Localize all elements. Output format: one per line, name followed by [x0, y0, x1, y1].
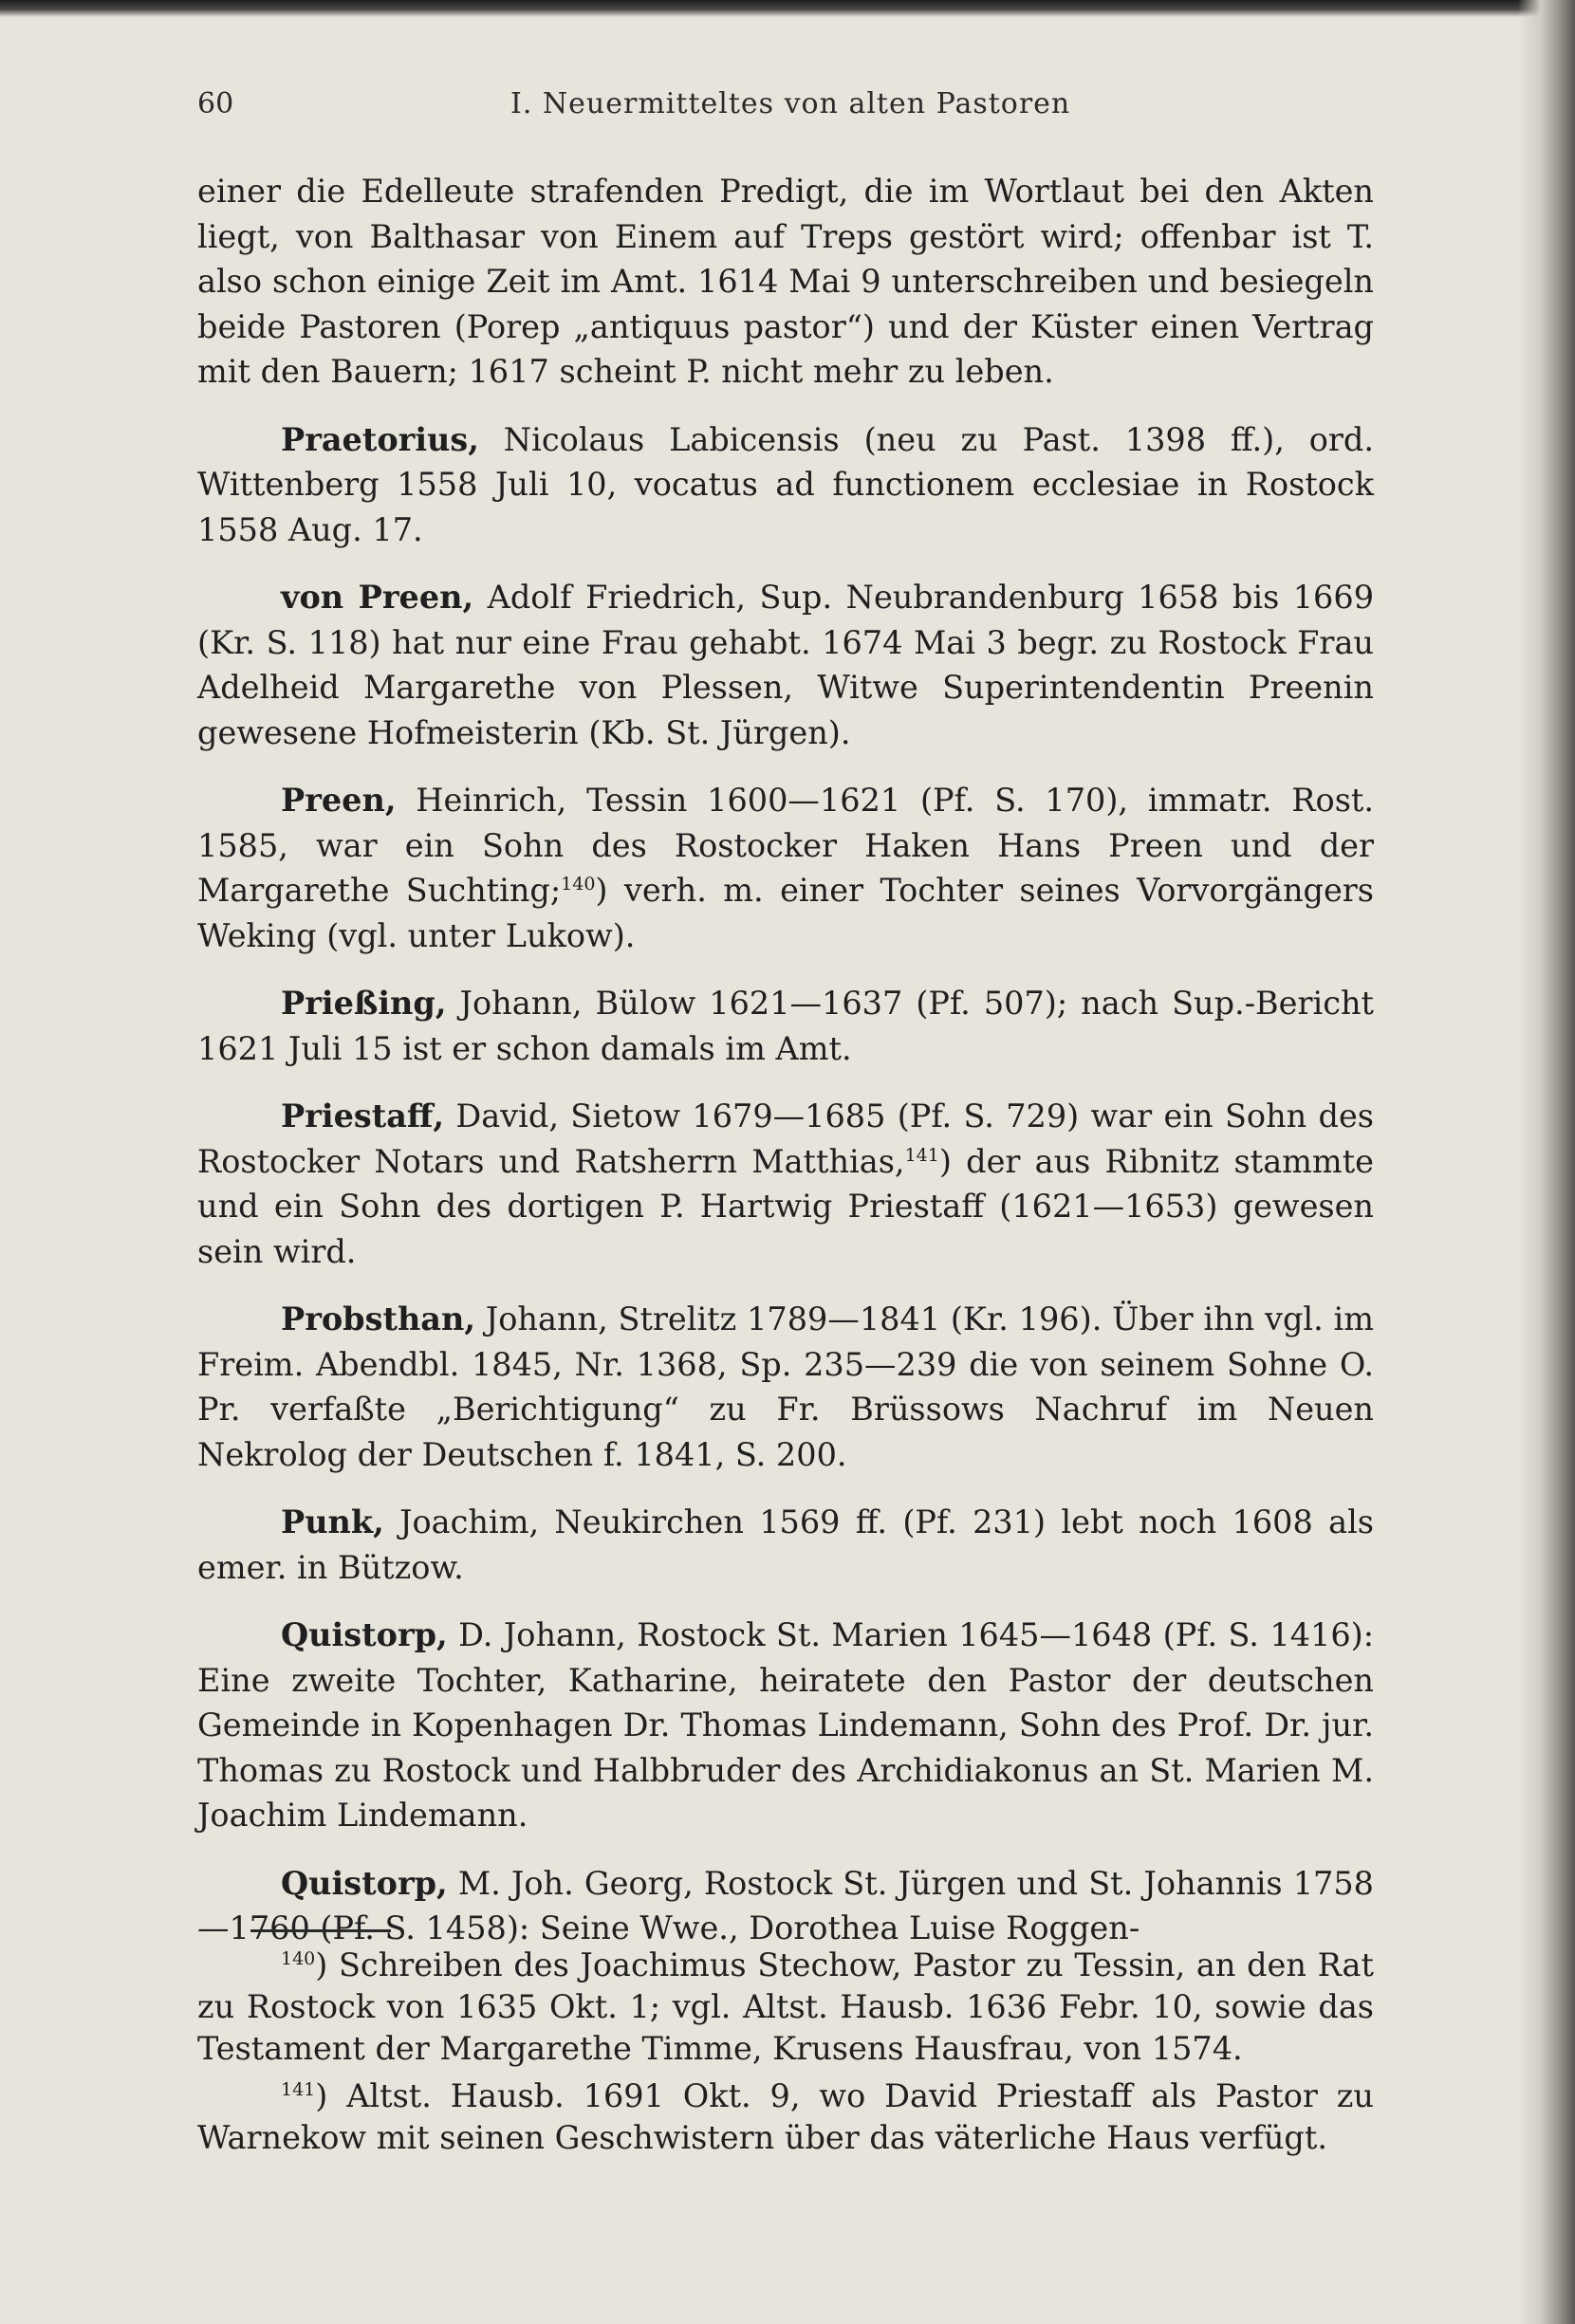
entry-probsthan: [197, 1297, 1374, 1477]
entry-text: M. Joh. Georg, Rostock St. Jürgen und St. Johannis 1758—1760 (Pf. S. 1458): Seine Wwe., Dorothea Luise Roggen-: [197, 1864, 1374, 1946]
entry-priessing: [197, 981, 1374, 1071]
body-text: [197, 169, 1374, 1974]
footnote-divider: [250, 1929, 391, 1932]
footnote-number: 141: [281, 2078, 316, 2100]
entry-text: David, Sietow 1679—1685 (Pf. S. 729) war ein Sohn des Rostocker Notars und Ratsherrn Matthias,: [197, 1097, 1374, 1180]
footnote-text: ) Altst. Hausb. 1691 Okt. 9, wo David Priestaff als Pastor zu Warnekow mit seinen Geschwistern über das väterliche Haus verfügt.: [197, 2077, 1374, 2156]
entry-quistorp-johann: [197, 1613, 1374, 1838]
footnote-141: [197, 2075, 1374, 2159]
entry-preen: [197, 778, 1374, 958]
paragraph-text: einer die Edelleute strafenden Predigt, die im Wortlaut bei den Akten liegt, von Balthasar von Einem auf Treps gestört wird; offenbar ist T. also schon einige Zeit im Amt. 1614 Mai 9 unterschreiben und besiegeln beide Pastoren (Porep „antiquus pastor“) und der Küster einen Vertrag mit den Bauern; 1617 scheint P. nicht mehr zu leben.: [197, 173, 1374, 390]
footnote-ref: 141: [904, 1144, 939, 1166]
footnote-text: ) Schreiben des Joachimus Stechow, Pastor zu Tessin, an den Rat zu Rostock von 1635 Okt. 1; vgl. Altst. Hausb. 1636 Febr. 10, sowie das Testament der Margarethe Timme, Krusens Hausfrau, von 1574.: [197, 1946, 1374, 2067]
entry-headword: Punk,: [281, 1503, 384, 1540]
paragraph-continuation: [197, 169, 1374, 395]
entry-headword: Probsthan,: [281, 1300, 476, 1337]
page-number: 60: [197, 87, 234, 120]
entry-text-after: ) verh. m. einer Tochter seines Vorvorgängers Weking (vgl. unter Lukow).: [197, 872, 1374, 954]
running-head: [197, 87, 1374, 125]
entry-praetorius: [197, 417, 1374, 553]
footnote-ref: 140: [561, 873, 596, 895]
entry-text: Nicolaus Labicensis (neu zu Past. 1398 ff.), ord. Wittenberg 1558 Juli 10, vocatus ad functionem ecclesiae in Rostock 1558 Aug. 17.: [197, 420, 1374, 548]
entry-text: Joachim, Neukirchen 1569 ff. (Pf. 231) lebt noch 1608 als emer. in Bützow.: [197, 1503, 1374, 1586]
entry-von-preen: [197, 575, 1374, 755]
entry-text: Heinrich, Tessin 1600—1621 (Pf. S. 170), immatr. Rost. 1585, war ein Sohn des Rostocker Haken Hans Preen und der Margarethe Suchting;: [197, 782, 1374, 909]
entry-headword: Prießing,: [281, 985, 447, 1022]
entry-punk: [197, 1500, 1374, 1590]
entry-headword: von Preen,: [281, 579, 474, 616]
entry-text-after: ) der aus Ribnitz stammte und ein Sohn des dortigen P. Hartwig Priestaff (1621—1653) gewesen sein wird.: [197, 1142, 1374, 1270]
entry-text: Johann, Bülow 1621—1637 (Pf. 507); nach Sup.-Bericht 1621 Juli 15 ist er schon damals im Amt.: [197, 985, 1374, 1067]
footnote-number: 140: [281, 1947, 316, 1969]
running-head-title: I. Neuermitteltes von alten Pastoren: [510, 87, 1071, 120]
entry-headword: Quistorp,: [281, 1864, 448, 1902]
footnotes: [197, 1945, 1374, 2165]
scan-top-edge-shadow: [0, 0, 1575, 17]
entry-text: Adolf Friedrich, Sup. Neubrandenburg 1658 bis 1669 (Kr. S. 118) hat nur eine Frau gehabt. 1674 Mai 3 begr. zu Rostock Frau Adelheid Margarethe von Plessen, Witwe Superintendentin Preenin gewesene Hofmeisterin (Kb. St. Jürgen).: [197, 579, 1375, 751]
entry-headword: Praetorius,: [281, 420, 479, 458]
entry-headword: Preen,: [281, 782, 397, 819]
entry-quistorp-georg: [197, 1861, 1374, 1951]
footnote-140: [197, 1945, 1374, 2070]
entry-text: Johann, Strelitz 1789—1841 (Kr. 196). Über ihn vgl. im Freim. Abendbl. 1845, Nr. 1368, Sp. 235—239 die von seinem Sohne O. Pr. verfaßte „Berichtigung“ zu Fr. Brüssows Nachruf im Neuen Nekrolog der Deutschen f. 1841, S. 200.: [197, 1300, 1374, 1473]
entry-headword: Priestaff,: [281, 1097, 445, 1134]
scan-gutter-shadow: [1518, 0, 1575, 2324]
entry-headword: Quistorp,: [281, 1616, 448, 1653]
entry-priestaff: [197, 1094, 1374, 1274]
entry-text: D. Johann, Rostock St. Marien 1645—1648 (Pf. S. 1416): Eine zweite Tochter, Katharine, heiratete den Pastor der deutschen Gemeinde in Kopenhagen Dr. Thomas Lindemann, Sohn des Prof. Dr. jur. Thomas zu Rostock und Halbbruder des Archidiakonus an St. Marien M. Joachim Lindemann.: [197, 1616, 1374, 1834]
